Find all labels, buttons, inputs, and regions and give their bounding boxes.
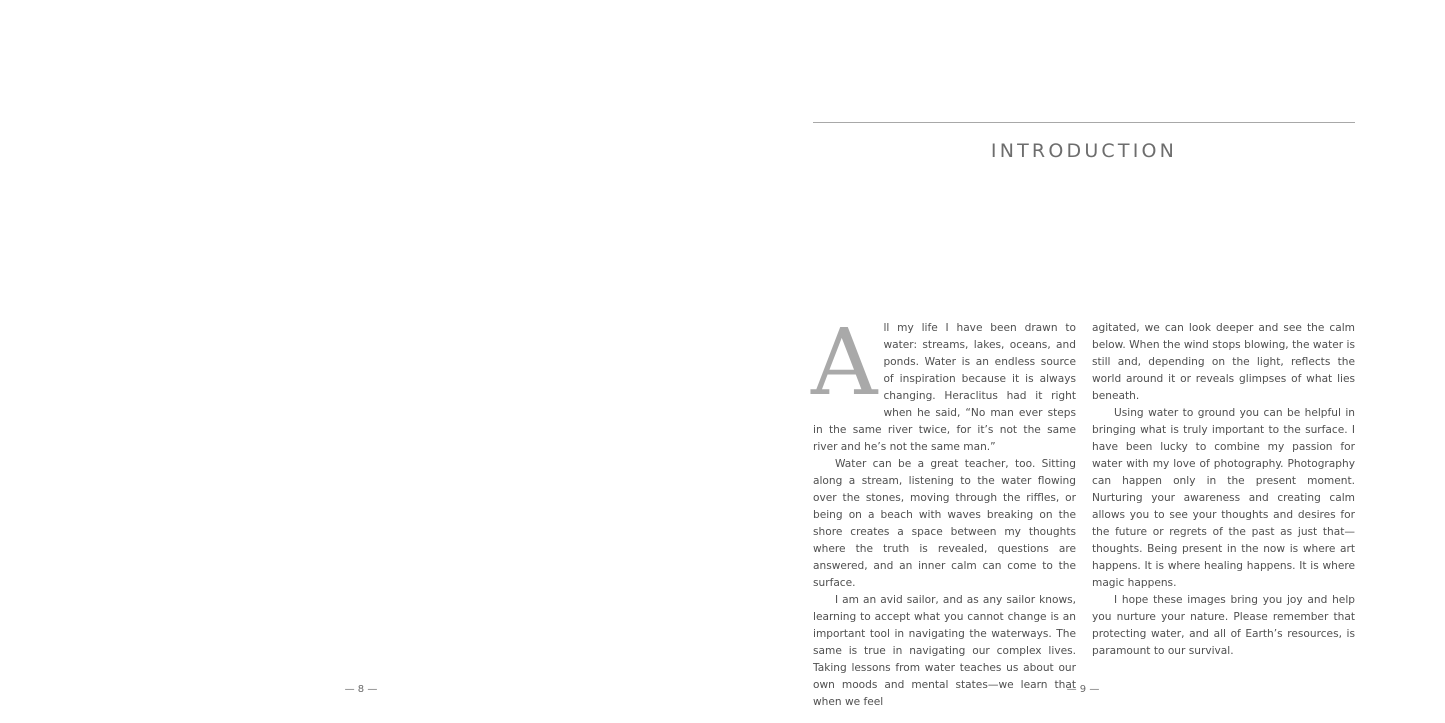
page-number-left: — 8 — — [344, 684, 378, 695]
paragraph-1-text: ll my life I have been drawn to water: streams, lakes, oceans, and ponds. Water is an endless source of inspiration because it is always changing. Heraclitus had it right when he said, “No man ever steps in the same river twice, for it’s not the same river and he’s not the same man.” — [813, 322, 1076, 453]
chapter-rule — [813, 122, 1355, 123]
page-number-right: — 9 — — [1066, 684, 1100, 695]
chapter-title: INTRODUCTION — [990, 140, 1178, 162]
paragraph-3-continued: agitated, we can look deeper and see the calm below. When the wind stops blowing, the water is still and, depending on the light, reflects the world around it or reveals glimpses of what lies beneath. — [1092, 322, 1355, 402]
left-page — [0, 0, 722, 723]
text-column-2 — [1092, 320, 1355, 660]
text-column-1 — [811, 309, 1076, 711]
paragraph-1 — [811, 309, 1076, 456]
drop-cap: A — [811, 309, 878, 416]
paragraph-2: Water can be a great teacher, too. Sitting along a stream, listening to the water flowing over the stones, moving through the riffles, or being on a beach with waves breaking on the shore creates a space between my thoughts where the truth is revealed, questions are answered, and an inner calm can come to the surface. — [813, 458, 1076, 589]
paragraph-5: I hope these images bring you joy and help you nurture your nature. Please remember that protecting water, and all of Earth’s resources, is paramount to our survival. — [1092, 594, 1355, 657]
paragraph-4: Using water to ground you can be helpful in bringing what is truly important to the surface. I have been lucky to combine my passion for water with my love of photography. Photography can happen only in the present moment. Nurturing your awareness and creating calm allows you to see your thoughts and desires for the future or regrets of the past as just that—thoughts. Being present in the now is where art happens. It is where healing happens. It is where magic happens. — [1092, 407, 1355, 589]
paragraph-3: I am an avid sailor, and as any sailor knows, learning to accept what you cannot change is an important tool in navigating the waterways. The same is true in navigating our complex lives. Taking lessons from water teaches us about our own moods and mental states—we learn that when we feel — [813, 594, 1076, 708]
